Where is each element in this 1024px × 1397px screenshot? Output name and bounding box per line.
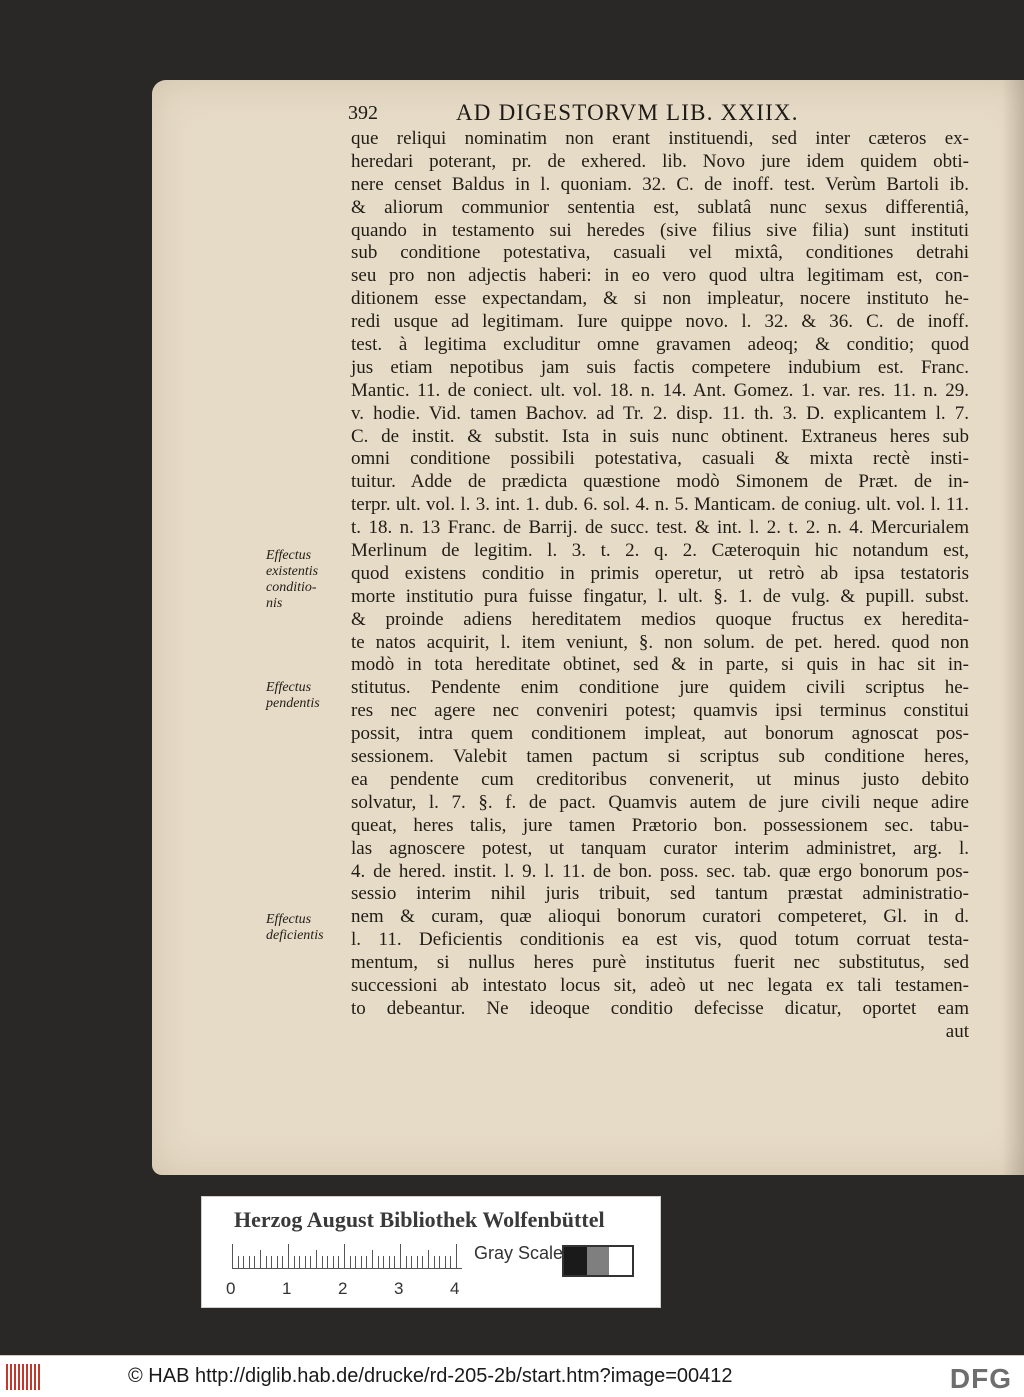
- ruler-tick: [445, 1256, 446, 1268]
- gray-patch: [564, 1247, 587, 1275]
- ruler-tick: [372, 1250, 373, 1268]
- body-text: [351, 128, 971, 1044]
- ruler-tick: [260, 1250, 261, 1268]
- marginal-note-deficientis: [266, 912, 324, 944]
- ruler-tick: [450, 1256, 451, 1268]
- ruler-number: 0: [226, 1279, 236, 1298]
- text-line: heredari poterant, pr. de exhered. lib. Novo jure idem quidem obti-: [351, 150, 969, 172]
- ruler-number: 4: [450, 1279, 460, 1298]
- marginal-line: deficientis: [266, 928, 324, 943]
- ruler-tick: [411, 1256, 412, 1268]
- ruler-tick: [394, 1256, 395, 1268]
- barcode-icon: [6, 1364, 46, 1390]
- text-line: Merlinum de legitim. l. 3. t. 2. q. 2. Cæteroquin hic notandum est,: [351, 540, 969, 562]
- ruler-tick: [389, 1256, 390, 1268]
- ruler-tick: [310, 1256, 311, 1268]
- text-line: sub conditione potestativa, casuali vel mixtâ, conditiones detrahi: [351, 242, 969, 264]
- gray-patch: [609, 1247, 632, 1275]
- marginal-line: nis: [266, 596, 283, 611]
- ruler-tick: [327, 1256, 328, 1268]
- dfg-logo: DFG: [949, 1363, 1012, 1394]
- text-line: & proinde adiens hereditatem medios quoque fructus ex heredita-: [351, 608, 969, 630]
- text-line: aut: [945, 1020, 969, 1042]
- text-line: 4. de hered. instit. l. 9. l. 11. de bon. poss. sec. tab. quæ ergo bonorum pos-: [351, 860, 969, 882]
- ruler-tick: [322, 1256, 323, 1268]
- scale-ruler: [232, 1245, 462, 1269]
- text-line: v. hodie. Vid. tamen Bachov. ad Tr. 2. disp. 11. th. 3. D. explicantem l. 7.: [351, 402, 969, 424]
- text-line: omni conditione possibili potestativa, casuali & mixta rectè insti-: [351, 448, 969, 470]
- text-line: nere censet Baldus in l. quoniam. 32. C. de inoff. test. Verùm Bartoli ib.: [351, 173, 969, 195]
- text-line: t. 18. n. 13 Franc. de Barrij. de succ. test. & int. l. 2. t. 2. n. 4. Mercurialem: [351, 517, 969, 539]
- ruler-number: 2: [338, 1279, 348, 1298]
- ruler-number: 3: [394, 1279, 404, 1298]
- running-head: [348, 102, 868, 128]
- ruler-tick: [383, 1256, 384, 1268]
- gray-patch: [587, 1247, 610, 1275]
- ruler-tick: [316, 1250, 317, 1268]
- text-line: stitutus. Pendente enim conditione jure quidem civili scriptus he-: [351, 677, 969, 699]
- ruler-tick: [344, 1244, 345, 1268]
- marginal-note-pendentis: [266, 680, 320, 712]
- ruler-tick: [355, 1256, 356, 1268]
- ruler-tick: [254, 1256, 255, 1268]
- library-color-card: [201, 1196, 661, 1308]
- marginal-line: Effectus: [266, 548, 312, 563]
- marginal-line: Effectus: [266, 912, 312, 927]
- running-title: AD DIGESTORVM LIB. XXIIX.: [456, 100, 799, 125]
- text-line: ea pendente cum creditoribus convenerit, ut minus justo debito: [351, 768, 969, 790]
- text-line: jus etiam nepotibus jam suis factis competere indubium est. Franc.: [351, 356, 969, 378]
- text-line: test. à legitima excluditur omne gravamen adeoq; & conditio; quod: [351, 334, 969, 356]
- text-line: mentum, si nullus heres purè institutus fuerit nec substitutus, sed: [351, 952, 969, 974]
- page-number: 392: [348, 102, 378, 124]
- gray-scale-swatch: [562, 1245, 634, 1277]
- ruler-tick: [249, 1256, 250, 1268]
- text-line: solvatur, l. 7. §. f. de pact. Quamvis autem de jure civili neque adire: [351, 791, 969, 813]
- ruler-tick: [277, 1256, 278, 1268]
- ruler-tick: [333, 1256, 334, 1268]
- text-line: terpr. ult. vol. l. 3. int. 1. dub. 6. sol. 4. n. 5. Manticam. de coniug. ult. vol. l. 11.: [351, 494, 969, 516]
- copyright-url[interactable]: © HAB http://diglib.hab.de/drucke/rd-205-2b/start.htm?image=00412: [128, 1365, 733, 1387]
- text-line: & aliorum communior sententia est, sublatâ nunc sexus differentiâ,: [351, 196, 969, 218]
- text-line: queat, heres talis, jure tamen Prætorio bon. possessionem sec. tabu-: [351, 814, 969, 836]
- ruler-tick: [338, 1256, 339, 1268]
- ruler-tick: [288, 1244, 289, 1268]
- text-line: C. de instit. & substit. Ista in suis nunc obtinent. Extraneus heres sub: [351, 425, 969, 447]
- ruler-tick: [422, 1256, 423, 1268]
- text-line: redi usque ad legitimam. Iure quippe novo. l. 32. & 36. C. de inoff.: [351, 311, 969, 333]
- text-line: morte institutio pura fuisse fingatur, l. ult. §. 1. de vulg. & pupill. subst.: [351, 585, 969, 607]
- marginal-line: existentis: [266, 564, 319, 579]
- marginal-line: conditio-: [266, 580, 317, 595]
- text-line: l. 11. Deficientis conditionis ea est vis, quod totum corruat testa-: [351, 929, 969, 951]
- ruler-tick: [428, 1250, 429, 1268]
- text-line: ditionem esse expectandam, & si non impleatur, nocere instituto he-: [351, 288, 969, 310]
- ruler-tick: [282, 1256, 283, 1268]
- text-line: possit, intra quem conditionem impleat, aut bonorum agnoscat pos-: [351, 723, 969, 745]
- text-line: to debeantur. Ne ideoque conditio defecisse dicatur, oportet eam: [351, 997, 969, 1019]
- text-line: tuitur. Adde de prædicta quæstione modò Simonem de Præt. de in-: [351, 471, 969, 493]
- ruler-tick: [366, 1256, 367, 1268]
- ruler-tick: [361, 1256, 362, 1268]
- ruler-tick: [232, 1244, 233, 1268]
- card-title: Herzog August Bibliothek Wolfenbüttel: [234, 1207, 605, 1232]
- gray-scale-label: Gray Scale: [474, 1243, 564, 1263]
- text-line: sessio interim nihil juris tribuit, sed tantum præstat administratio-: [351, 883, 969, 905]
- text-line: modò in tota hereditate obtinet, sed & in parte, si quis in hac sit in-: [351, 654, 969, 676]
- ruler-tick: [243, 1256, 244, 1268]
- text-line: quando in testamento sui heredes (sive filius sive filia) sunt instituti: [351, 219, 969, 241]
- text-line: que reliqui nominatim non erant instituendi, sed inter cæteros ex-: [351, 128, 969, 149]
- text-line: quod existens conditio in primis operetur, ut retrò ab ipsa testatoris: [351, 562, 969, 584]
- footer-bar: [0, 1355, 1024, 1397]
- ruler-tick: [271, 1256, 272, 1268]
- text-line: successioni ab intestato locus sit, adeò ut nec legata ex tali testamen-: [351, 974, 969, 996]
- ruler-tick: [266, 1256, 267, 1268]
- marginal-line: Effectus: [266, 680, 312, 695]
- ruler-tick: [299, 1256, 300, 1268]
- ruler-tick: [434, 1256, 435, 1268]
- text-line: sessionem. Valebit tamen pactum si scriptus sub conditione heres,: [351, 746, 969, 768]
- ruler-tick: [456, 1244, 457, 1268]
- ruler-tick: [439, 1256, 440, 1268]
- ruler-tick: [406, 1256, 407, 1268]
- ruler-tick: [238, 1256, 239, 1268]
- text-line: nem & curam, quæ alioqui bonorum curatori competeret, Gl. in d.: [351, 906, 969, 928]
- text-line: seu pro non adjectis haberi: in eo vero quod ultra legitimam est, con-: [351, 265, 969, 287]
- text-line: Mantic. 11. de coniect. ult. vol. 18. n. 14. Ant. Gomez. 1. var. res. 11. n. 29.: [351, 379, 969, 401]
- ruler-tick: [294, 1256, 295, 1268]
- ruler-tick: [378, 1256, 379, 1268]
- marginal-line: pendentis: [266, 696, 320, 711]
- text-line: te natos acquirit, l. item veniunt, §. non solum. de pet. hered. quod non: [351, 631, 969, 653]
- ruler-number: 1: [282, 1279, 292, 1298]
- ruler-tick: [305, 1256, 306, 1268]
- marginal-note-existentis: [266, 548, 318, 612]
- ruler-tick: [400, 1244, 401, 1268]
- text-line: las agnoscere potest, ut tanquam curator interim administret, arg. l.: [351, 837, 969, 859]
- page-gutter-shadow: [1002, 80, 1024, 1175]
- ruler-tick: [350, 1256, 351, 1268]
- ruler-tick: [417, 1256, 418, 1268]
- text-line: res nec agere nec conveniri potest; quamvis ipsi terminus constitui: [351, 700, 969, 722]
